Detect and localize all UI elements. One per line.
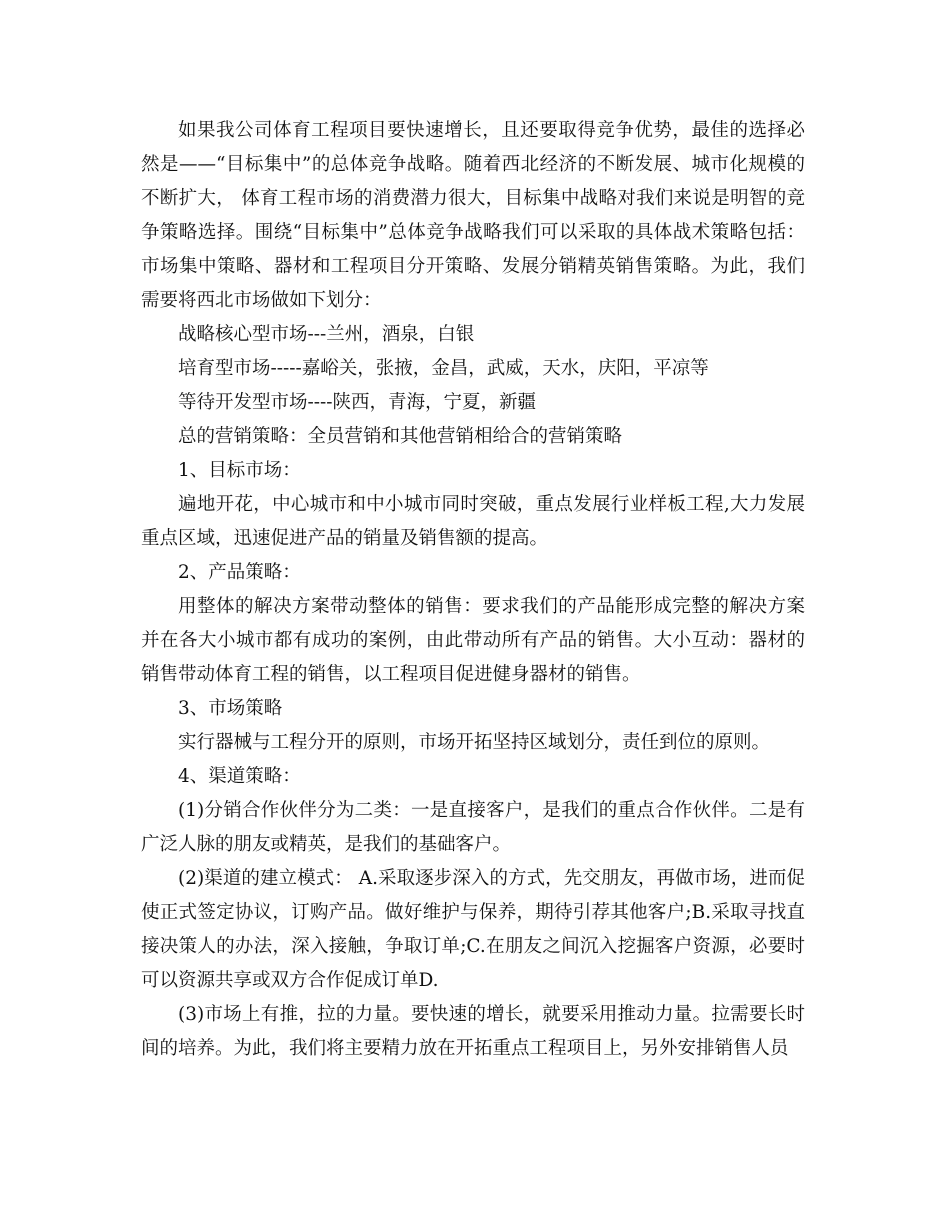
section-heading-target-market: 1、目标市场： bbox=[178, 460, 301, 481]
channel-item-1: (1)分销合作伙伴分为二类：一是直接客户，是我们的重点合作伙伴。二是有广泛人脉的朋友或精英，是我们的基础客户。 bbox=[141, 800, 805, 855]
channel-item-2: (2)渠道的建立模式： A.采取逐步深入的方式，先交朋友，再做市场，进而促使正式签定协议，订购产品。做好维护与保养，期待引荐其他客户;B.采取寻找直接决策人的办法，深入接触，争取订单;C.在朋友之间沉入挖掘客户资源，必要时可以资源共享或双方合作促成订单D. bbox=[141, 868, 805, 991]
section-heading-channel-strategy: 4、渠道策略： bbox=[178, 766, 301, 787]
section-heading-product-strategy: 2、产品策略： bbox=[178, 562, 301, 583]
market-cultivate-line: 培育型市场-----嘉峪关，张掖，金昌，武威，天水，庆阳，平凉等 bbox=[178, 358, 709, 379]
product-strategy-paragraph: 用整体的解决方案带动整体的销售：要求我们的产品能形成完整的解决方案并在各大小城市都有成功的案例，由此带动所有产品的销售。大小互动：器材的销售带动体育工程的销售，以工程项目促进健身器材的销售。 bbox=[141, 596, 805, 685]
overall-strategy-line: 总的营销策略：全员营销和其他营销相给合的营销策略 bbox=[178, 426, 623, 447]
target-market-paragraph: 遍地开花，中心城市和中小城市同时突破，重点发展行业样板工程,大力发展重点区域，迅速促进产品的销量及销售额的提高。 bbox=[141, 494, 805, 549]
market-pending-line: 等待开发型市场----陕西，青海，宁夏，新疆 bbox=[178, 392, 537, 413]
document-page bbox=[141, 114, 805, 1066]
section-heading-market-strategy: 3、市场策略 bbox=[178, 698, 283, 719]
channel-item-3: (3)市场上有推，拉的力量。要快速的增长，就要采用推动力量。拉需要长时间的培养。为此，我们将主要精力放在开拓重点工程项目上，另外安排销售人员 bbox=[141, 1004, 805, 1059]
market-core-line: 战略核心型市场---兰州，酒泉，白银 bbox=[178, 324, 475, 345]
market-strategy-paragraph: 实行器械与工程分开的原则，市场开拓坚持区域划分，责任到位的原则。 bbox=[178, 732, 771, 753]
intro-paragraph: 如果我公司体育工程项目要快速增长，且还要取得竞争优势，最佳的选择必然是——“目标集中”的总体竞争战略。随着西北经济的不断发展、城市化规模的不断扩大， 体育工程市场的消费潜力很大，目标集中战略对我们来说是明智的竞争策略选择。围绕“目标集中”总体竞争战略我们可以采取的具体战术策略包括：市场集中策略、器材和工程项目分开策略、发展分销精英销售策略。为此，我们需要将西北市场做如下划分： bbox=[141, 120, 805, 311]
